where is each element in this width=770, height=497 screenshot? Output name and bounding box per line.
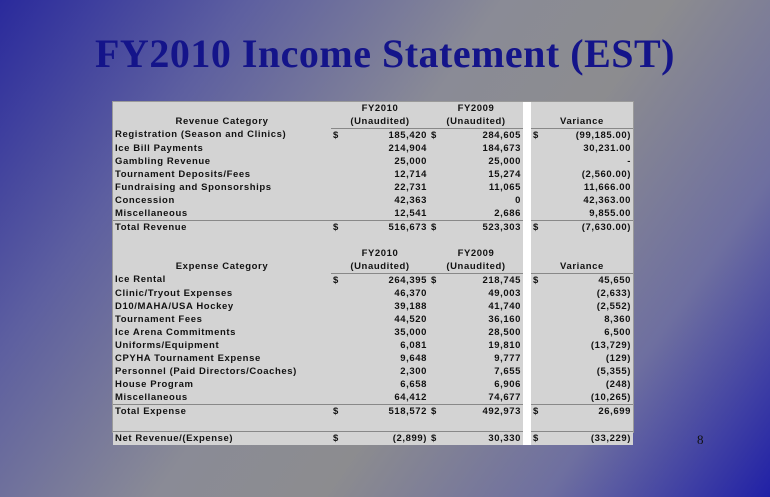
currency-symbol (531, 352, 545, 365)
variance-value: - (545, 155, 633, 168)
column-gap (523, 260, 531, 274)
fy2010-value: 42,363 (345, 194, 429, 207)
currency-symbol: $ (331, 432, 345, 446)
variance-value: 8,360 (545, 313, 633, 326)
row-category: Tournament Fees (113, 313, 331, 326)
fy2009-year-header: FY2009 (429, 102, 523, 115)
fy2010-value: (2,899) (345, 432, 429, 446)
currency-symbol: $ (429, 274, 443, 288)
fy2010-value: 518,572 (345, 405, 429, 419)
currency-symbol (331, 287, 345, 300)
spacer-cell (531, 234, 545, 247)
currency-symbol (531, 326, 545, 339)
currency-symbol: $ (531, 432, 545, 446)
currency-symbol (331, 339, 345, 352)
currency-symbol (531, 313, 545, 326)
column-gap (523, 247, 531, 260)
column-gap (523, 168, 531, 181)
currency-symbol: $ (331, 221, 345, 235)
fy2009-value: 28,500 (443, 326, 523, 339)
currency-symbol (531, 287, 545, 300)
fy2010-value: 44,520 (345, 313, 429, 326)
currency-symbol (429, 339, 443, 352)
currency-symbol (531, 155, 545, 168)
row-category: Net Revenue/(Expense) (113, 432, 331, 446)
row-category: House Program (113, 378, 331, 391)
row-category: CPYHA Tournament Expense (113, 352, 331, 365)
table-row (113, 352, 633, 365)
variance-header-blank (531, 247, 633, 260)
variance-value: (129) (545, 352, 633, 365)
fy2010-value: 214,904 (345, 142, 429, 155)
currency-symbol (331, 378, 345, 391)
currency-symbol (331, 155, 345, 168)
category-header: Expense Category (113, 260, 331, 274)
column-gap (523, 365, 531, 378)
column-gap (523, 287, 531, 300)
currency-symbol (429, 207, 443, 221)
column-gap (523, 207, 531, 221)
variance-value: (5,355) (545, 365, 633, 378)
fy2010-value: 12,714 (345, 168, 429, 181)
table-row (113, 168, 633, 181)
column-gap (523, 221, 531, 235)
category-header: Revenue Category (113, 115, 331, 129)
column-gap (523, 405, 531, 419)
fy2010-value: 46,370 (345, 287, 429, 300)
variance-value: (2,552) (545, 300, 633, 313)
spacer-cell (429, 418, 443, 432)
currency-symbol: $ (331, 129, 345, 143)
variance-value: (2,633) (545, 287, 633, 300)
header-blank (113, 247, 331, 260)
fy2009-value: 74,677 (443, 391, 523, 405)
currency-symbol (531, 300, 545, 313)
fy2010-value: 35,000 (345, 326, 429, 339)
currency-symbol (429, 155, 443, 168)
spacer-cell (113, 418, 331, 432)
row-category: Total Expense (113, 405, 331, 419)
currency-symbol (429, 391, 443, 405)
row-category: Miscellaneous (113, 391, 331, 405)
column-gap (523, 300, 531, 313)
variance-value: 42,363.00 (545, 194, 633, 207)
currency-symbol (331, 391, 345, 405)
row-category: D10/MAHA/USA Hockey (113, 300, 331, 313)
total-row (113, 405, 633, 419)
fy2010-value: 2,300 (345, 365, 429, 378)
fy2009-value: 218,745 (443, 274, 523, 288)
section-spacer (113, 234, 633, 247)
currency-symbol: $ (531, 221, 545, 235)
variance-header-blank (531, 102, 633, 115)
fy2009-value: 9,777 (443, 352, 523, 365)
currency-symbol (331, 326, 345, 339)
currency-symbol (331, 142, 345, 155)
fy2010-value: 64,412 (345, 391, 429, 405)
spacer-cell (523, 234, 531, 247)
currency-symbol (429, 326, 443, 339)
fy2009-value: 15,274 (443, 168, 523, 181)
column-gap (523, 378, 531, 391)
currency-symbol: $ (531, 274, 545, 288)
table-row (113, 365, 633, 378)
row-category: Ice Arena Commitments (113, 326, 331, 339)
slide-title: FY2010 Income Statement (EST) (95, 31, 675, 76)
fy2010-value: 22,731 (345, 181, 429, 194)
currency-symbol: $ (429, 405, 443, 419)
variance-value: (10,265) (545, 391, 633, 405)
currency-symbol (531, 391, 545, 405)
currency-symbol (331, 300, 345, 313)
currency-symbol (531, 378, 545, 391)
fy2009-value: 25,000 (443, 155, 523, 168)
spacer-cell (345, 234, 429, 247)
row-category: Ice Rental (113, 274, 331, 288)
table-row (113, 326, 633, 339)
table-row (113, 142, 633, 155)
fy2010-year-header: FY2010 (331, 247, 429, 260)
column-gap (523, 194, 531, 207)
table-row (113, 274, 633, 288)
revenue-header-row-2 (113, 115, 633, 129)
fy2010-value: 25,000 (345, 155, 429, 168)
variance-value: (99,185.00) (545, 129, 633, 143)
row-category: Tournament Deposits/Fees (113, 168, 331, 181)
spacer-cell (443, 234, 523, 247)
column-gap (523, 115, 531, 129)
currency-symbol: $ (531, 405, 545, 419)
fy2009-value: 0 (443, 194, 523, 207)
fy2009-sub-header: (Unaudited) (429, 260, 523, 274)
fy2009-value: 523,303 (443, 221, 523, 235)
currency-symbol: $ (531, 129, 545, 143)
variance-value: 9,855.00 (545, 207, 633, 221)
income-statement-table (113, 102, 633, 445)
variance-header: Variance (531, 260, 633, 274)
row-category: Personnel (Paid Directors/Coaches) (113, 365, 331, 378)
table-row (113, 207, 633, 221)
currency-symbol (531, 168, 545, 181)
spacer-cell (331, 234, 345, 247)
revenue-header-row-1 (113, 102, 633, 115)
column-gap (523, 102, 531, 115)
fy2010-value: 6,658 (345, 378, 429, 391)
column-gap (523, 326, 531, 339)
row-category: Uniforms/Equipment (113, 339, 331, 352)
fy2009-value: 492,973 (443, 405, 523, 419)
variance-value: (248) (545, 378, 633, 391)
spacer-cell (443, 418, 523, 432)
fy2010-value: 12,541 (345, 207, 429, 221)
table-row (113, 155, 633, 168)
column-gap (523, 181, 531, 194)
fy2009-value: 30,330 (443, 432, 523, 446)
currency-symbol (531, 194, 545, 207)
variance-header: Variance (531, 115, 633, 129)
row-category: Fundraising and Sponsorships (113, 181, 331, 194)
total-row (113, 221, 633, 235)
currency-symbol (531, 365, 545, 378)
currency-symbol (429, 142, 443, 155)
table-row (113, 194, 633, 207)
fy2010-sub-header: (Unaudited) (331, 115, 429, 129)
fy2010-sub-header: (Unaudited) (331, 260, 429, 274)
currency-symbol (331, 168, 345, 181)
table-row (113, 313, 633, 326)
currency-symbol (429, 313, 443, 326)
table-row (113, 181, 633, 194)
currency-symbol (429, 352, 443, 365)
currency-symbol: $ (429, 432, 443, 446)
column-gap (523, 142, 531, 155)
table-row (113, 391, 633, 405)
header-blank (113, 102, 331, 115)
variance-value: (7,630.00) (545, 221, 633, 235)
currency-symbol (429, 181, 443, 194)
table-row (113, 339, 633, 352)
fy2010-value: 39,188 (345, 300, 429, 313)
variance-value: (13,729) (545, 339, 633, 352)
currency-symbol: $ (429, 129, 443, 143)
currency-symbol (331, 207, 345, 221)
row-category: Total Revenue (113, 221, 331, 235)
expense-header-row-1 (113, 247, 633, 260)
table-row (113, 287, 633, 300)
currency-symbol: $ (331, 405, 345, 419)
currency-symbol (429, 194, 443, 207)
table-row (113, 300, 633, 313)
fy2009-value: 36,160 (443, 313, 523, 326)
currency-symbol (531, 207, 545, 221)
currency-symbol (429, 287, 443, 300)
currency-symbol (429, 300, 443, 313)
column-gap (523, 155, 531, 168)
total-row (113, 432, 633, 446)
fy2010-value: 6,081 (345, 339, 429, 352)
currency-symbol: $ (331, 274, 345, 288)
currency-symbol (331, 352, 345, 365)
currency-symbol (429, 378, 443, 391)
column-gap (523, 129, 531, 143)
currency-symbol: $ (429, 221, 443, 235)
row-category: Registration (Season and Clinics) (113, 129, 331, 143)
currency-symbol (429, 365, 443, 378)
currency-symbol (331, 365, 345, 378)
column-gap (523, 391, 531, 405)
variance-value: 26,699 (545, 405, 633, 419)
fy2010-value: 9,648 (345, 352, 429, 365)
spacer-cell (531, 418, 545, 432)
column-gap (523, 339, 531, 352)
fy2009-value: 6,906 (443, 378, 523, 391)
variance-value: 11,666.00 (545, 181, 633, 194)
fy2009-value: 11,065 (443, 181, 523, 194)
spacer-cell (345, 418, 429, 432)
variance-value: (33,229) (545, 432, 633, 446)
fy2009-value: 49,003 (443, 287, 523, 300)
spacer-cell (523, 418, 531, 432)
fy2009-value: 2,686 (443, 207, 523, 221)
variance-value: 45,650 (545, 274, 633, 288)
variance-value: 30,231.00 (545, 142, 633, 155)
page-number: 8 (697, 432, 704, 447)
table-row (113, 129, 633, 143)
currency-symbol (531, 142, 545, 155)
fy2009-value: 41,740 (443, 300, 523, 313)
column-gap (523, 313, 531, 326)
spacer-cell (545, 418, 633, 432)
fy2010-value: 516,673 (345, 221, 429, 235)
spacer-cell (429, 234, 443, 247)
currency-symbol (331, 194, 345, 207)
column-gap (523, 274, 531, 288)
spacer-cell (113, 234, 331, 247)
currency-symbol (331, 181, 345, 194)
expense-header-row-2 (113, 260, 633, 274)
spacer-cell (545, 234, 633, 247)
fy2009-sub-header: (Unaudited) (429, 115, 523, 129)
fy2009-value: 7,655 (443, 365, 523, 378)
fy2009-value: 19,810 (443, 339, 523, 352)
fy2009-value: 184,673 (443, 142, 523, 155)
row-category: Concession (113, 194, 331, 207)
fy2010-value: 185,420 (345, 129, 429, 143)
variance-value: (2,560.00) (545, 168, 633, 181)
currency-symbol (429, 168, 443, 181)
currency-symbol (531, 339, 545, 352)
variance-value: 6,500 (545, 326, 633, 339)
income-statement-sheet (112, 101, 634, 444)
currency-symbol (331, 313, 345, 326)
fy2009-year-header: FY2009 (429, 247, 523, 260)
currency-symbol (531, 181, 545, 194)
row-category: Ice Bill Payments (113, 142, 331, 155)
section-spacer (113, 418, 633, 432)
row-category: Clinic/Tryout Expenses (113, 287, 331, 300)
column-gap (523, 432, 531, 446)
spacer-cell (331, 418, 345, 432)
fy2010-year-header: FY2010 (331, 102, 429, 115)
row-category: Miscellaneous (113, 207, 331, 221)
fy2010-value: 264,395 (345, 274, 429, 288)
fy2009-value: 284,605 (443, 129, 523, 143)
column-gap (523, 352, 531, 365)
table-row (113, 378, 633, 391)
row-category: Gambling Revenue (113, 155, 331, 168)
